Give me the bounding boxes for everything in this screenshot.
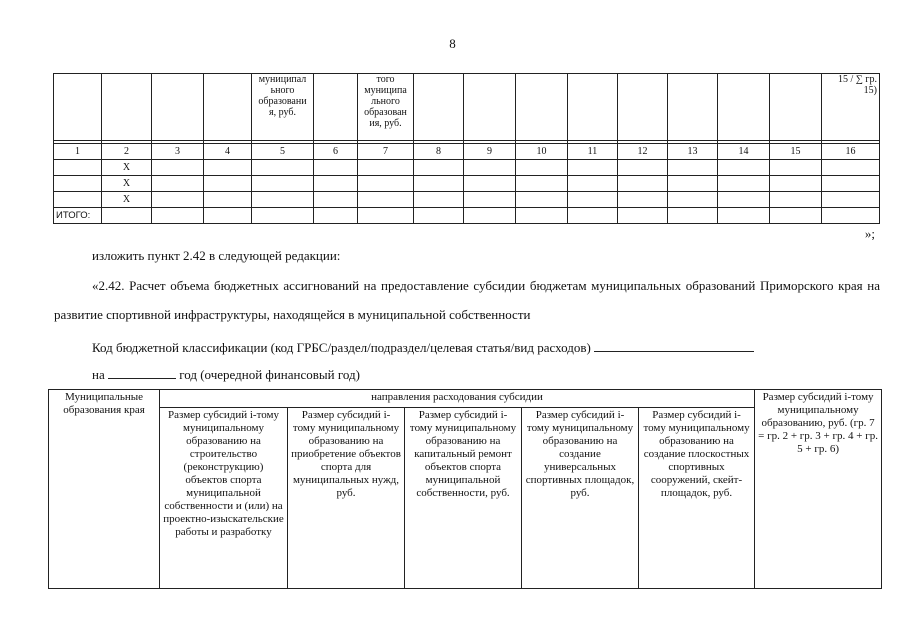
column-number: 16 [822, 144, 880, 160]
table-row [54, 176, 880, 192]
budget-code-label: Код бюджетной классификации (код ГРБС/раздел/подраздел/целевая статья/вид расходов) [92, 340, 591, 355]
page-number: 8 [449, 36, 456, 51]
table1-header-cell [464, 74, 516, 141]
row-label [54, 160, 102, 176]
row-label [54, 176, 102, 192]
table1-header-cell [770, 74, 822, 141]
directions-header: направления расходования субсидии [160, 390, 755, 408]
column-number: 2 [102, 144, 152, 160]
column-number: 1 [54, 144, 102, 160]
table1-header-cell [54, 74, 102, 141]
table2-header-row [49, 390, 882, 408]
table1-header-cell [314, 74, 358, 141]
table-row [54, 160, 880, 176]
column-number: 6 [314, 144, 358, 160]
table1-header-cell [618, 74, 668, 141]
column-number: 8 [414, 144, 464, 160]
section-heading-paragraph: «2.42. Расчет объема бюджетных ассигнований на предоставление субсидии бюджетам муниципальных образований Приморского края на развитие спортивной инфраструктуры, находящейся в муниципальной собственности [54, 278, 880, 322]
intro-paragraph: изложить пункт 2.42 в следующей редакции: [92, 248, 341, 263]
year-suffix: год (очередной финансовый год) [179, 367, 360, 382]
row-mark: Х [102, 176, 152, 192]
budget-code-line [92, 339, 754, 356]
table1-header-cell [718, 74, 770, 141]
table1-column-numbers [54, 144, 880, 160]
closing-quote: »; [864, 226, 875, 241]
sports-grounds-subsidy-header: Размер субсидий i-тому муниципальному образованию на создание универсальных спортивных площадок, руб. [522, 408, 639, 589]
table1-header-row [54, 74, 880, 141]
year-line [92, 366, 360, 383]
table1-header-cell [668, 74, 718, 141]
row-mark: Х [102, 192, 152, 208]
column-number: 12 [618, 144, 668, 160]
table1-header-cell [516, 74, 568, 141]
table1-header-cell [414, 74, 464, 141]
column-number: 13 [668, 144, 718, 160]
budget-code-blank [594, 339, 754, 352]
column-number: 7 [358, 144, 414, 160]
year-blank [108, 366, 176, 379]
municipalities-header: Муниципальные образования края [49, 390, 160, 589]
repair-subsidy-header: Размер субсидий i-тому муниципальному образованию на капитальный ремонт объектов спорта муниципальной собственности, руб. [405, 408, 522, 589]
table1-header-cell [152, 74, 204, 141]
construction-subsidy-header: Размер субсидий i-тому муниципальному образованию на строительство (реконструкцию) объектов спорта муниципальной собственности и (или) на проектно-изыскательские работы и разработку [160, 408, 288, 589]
column-number: 14 [718, 144, 770, 160]
table-row [54, 192, 880, 208]
row-mark: Х [102, 160, 152, 176]
column-number: 5 [252, 144, 314, 160]
table1-header-cell [568, 74, 618, 141]
column-number: 9 [464, 144, 516, 160]
column-number: 15 [770, 144, 822, 160]
column-number: 11 [568, 144, 618, 160]
planar-facilities-subsidy-header: Размер субсидий i-тому муниципальному образованию на создание плоскостных спортивных сооружений, скейт-площадок, руб. [639, 408, 755, 589]
table1-header-cell: 15 / ∑ гр. 15) [822, 74, 880, 141]
total-subsidy-header: Размер субсидий i-тому муниципальному образованию, руб. (гр. 7 = гр. 2 + гр. 3 + гр. 4 + гр. 5 + гр. 6) [755, 390, 882, 589]
table1-header-cell [102, 74, 152, 141]
year-prefix: на [92, 367, 105, 382]
table1-header-cell: того муниципа льного образован ия, руб. [358, 74, 414, 141]
table-row-total [54, 208, 880, 224]
subsidy-calculation-table [48, 389, 882, 589]
table1-header-cell [204, 74, 252, 141]
acquisition-subsidy-header: Размер субсидий i-тому муниципальному образованию на приобретение объектов спорта для муниципальных нужд, руб. [288, 408, 405, 589]
row-label [54, 192, 102, 208]
column-number: 10 [516, 144, 568, 160]
total-label: ИТОГО: [54, 208, 102, 224]
subsidy-table-continued [53, 73, 880, 224]
column-number: 4 [204, 144, 252, 160]
column-number: 3 [152, 144, 204, 160]
table1-header-cell: муниципал ьного образовани я, руб. [252, 74, 314, 141]
row-mark [102, 208, 152, 224]
